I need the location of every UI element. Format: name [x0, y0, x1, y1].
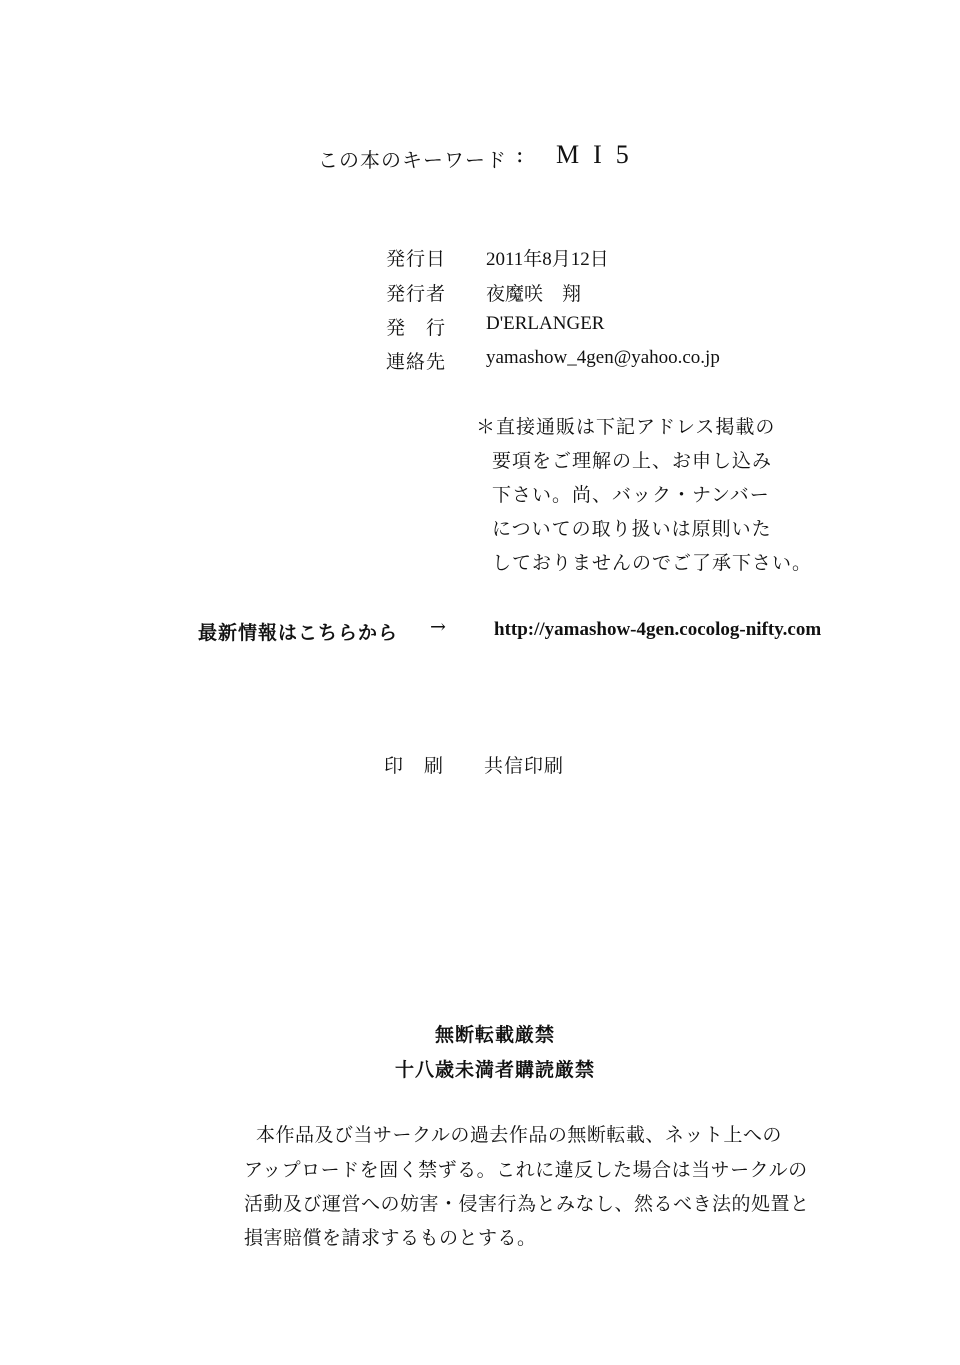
warning-no-reprint: 無断転載厳禁	[434, 1024, 555, 1046]
keyword-value: MI5	[556, 140, 643, 169]
publisher-value: 夜魔咲 翔	[486, 284, 582, 305]
mail-order-note-line: しておりませんのでご了承下さい。	[492, 552, 813, 574]
publisher-label: 発行者	[386, 283, 447, 305]
keyword-separator: :	[516, 143, 524, 168]
warning-age-restriction: 十八歳未満者購読厳禁	[394, 1059, 595, 1081]
latest-info-label: 最新情報はこちらから	[198, 622, 399, 644]
printing-label: 印 刷	[384, 755, 445, 777]
printing-value: 共信印刷	[484, 755, 565, 777]
legal-notice-line: 活動及び運営への妨害・侵害行為とみなし、然るべき法的処置と	[244, 1193, 810, 1215]
issuer-value: D'ERLANGER	[486, 313, 605, 334]
issuer-label: 発 行	[386, 317, 447, 339]
mail-order-note-line: についての取り扱いは原則いた	[492, 518, 772, 540]
publish-date-value: 2011年8月12日	[486, 249, 609, 270]
legal-notice-line: アップロードを固く禁ずる。これに違反した場合は当サークルの	[244, 1159, 808, 1181]
keyword-label: この本のキーワード	[318, 148, 507, 172]
website-url: http://yamashow-4gen.cocolog-nifty.com	[494, 619, 822, 640]
mail-order-note-line: 要項をご理解の上、お申し込み	[492, 450, 773, 472]
mail-order-note-line: 下さい。尚、バック・ナンバー	[492, 484, 770, 506]
legal-notice-line: 本作品及び当サークルの過去作品の無断転載、ネット上への	[256, 1124, 782, 1146]
mail-order-note-line: ＊直接通販は下記アドレス掲載の	[476, 416, 776, 438]
contact-email: yamashow_4gen@yahoo.co.jp	[486, 347, 720, 368]
legal-notice-line: 損害賠償を請求するものとする。	[244, 1227, 537, 1249]
contact-label: 連絡先	[386, 351, 447, 373]
arrow-right-icon: →	[430, 616, 447, 638]
publish-date-label: 発行日	[386, 248, 447, 270]
